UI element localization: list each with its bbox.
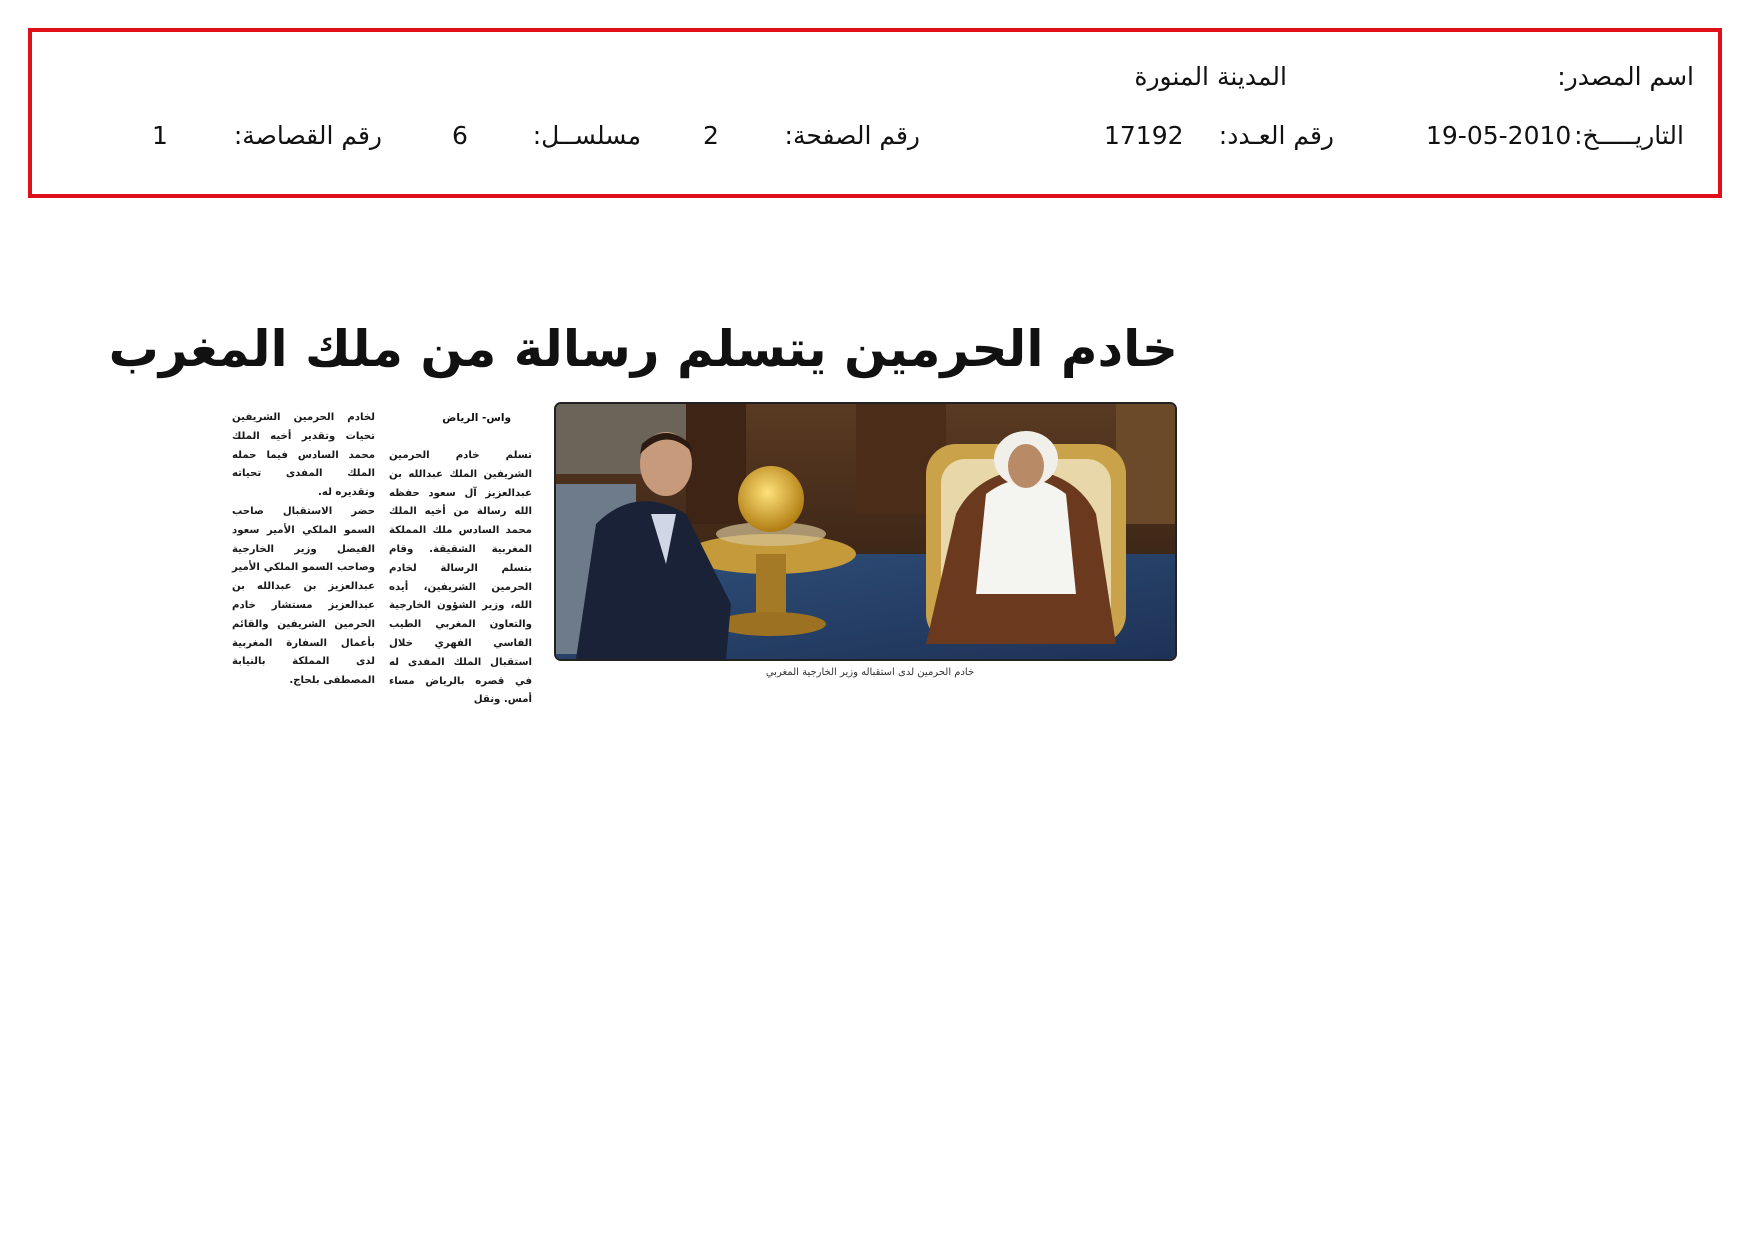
article-headline: خادم الحرمين يتسلم رسالة من ملك المغرب xyxy=(108,320,1178,378)
page-label: رقم الصفحة: xyxy=(784,121,920,150)
issue-value: 17192 xyxy=(1104,121,1184,150)
page-value: 2 xyxy=(703,121,719,150)
article-column-1 xyxy=(389,447,532,710)
serial-value: 6 xyxy=(452,121,468,150)
source-label: اسم المصدر: xyxy=(1557,62,1694,91)
source-value: المدينة المنورة xyxy=(1134,62,1287,91)
column-2-paragraph-2: حضر الاستقبال صاحب السمو الملكي الأمير سعود الفيصل وزير الخارجية وصاحب السمو الملكي الأمير عبدالعزيز بن عبدالله بن عبدالعزيز مستشار خادم الحرمين الشريفين والقائم بأعمال السفارة المغربية لدى المملكة بالنيابة المصطفى بلحاج. xyxy=(232,505,375,687)
clip-label: رقم القصاصة: xyxy=(233,121,382,150)
article-column-2 xyxy=(232,409,375,691)
serial-label: مسلســل: xyxy=(532,121,641,150)
photo-caption: خادم الحرمين لدى استقباله وزير الخارجية المغربي xyxy=(765,667,975,678)
clipping-metadata-box xyxy=(28,28,1722,198)
issue-label: رقم العـدد: xyxy=(1218,121,1334,150)
article-photo xyxy=(554,402,1177,661)
date-value: 19-05-2010 xyxy=(1426,121,1572,150)
column-2-paragraph-1: لخادم الحرمين الشريفين تحيات وتقدير أخيه الملك محمد السادس فيما حمله الملك المفدى تحياته وتقديره له. xyxy=(232,412,375,499)
column-1-text: تسلم خادم الحرمين الشريفين الملك عبدالله بن عبدالعزيز آل سعود حفظه الله رسالة من أخيه الملك محمد السادس ملك المملكة المغربية الشقيقة. وقام بتسلم الرسالة لخادم الحرمين الشريفين، أيده الله، وزير الشؤون الخارجية والتعاون المغربي الطيب الفاسي الفهري خلال استقبال الملك المفدى له في قصره بالرياض مساء أمس. ونقل xyxy=(389,450,532,706)
clip-value: 1 xyxy=(152,121,168,150)
date-label: التاريـــــخ: xyxy=(1574,121,1684,150)
article-dateline: واس- الرياض xyxy=(442,412,511,424)
